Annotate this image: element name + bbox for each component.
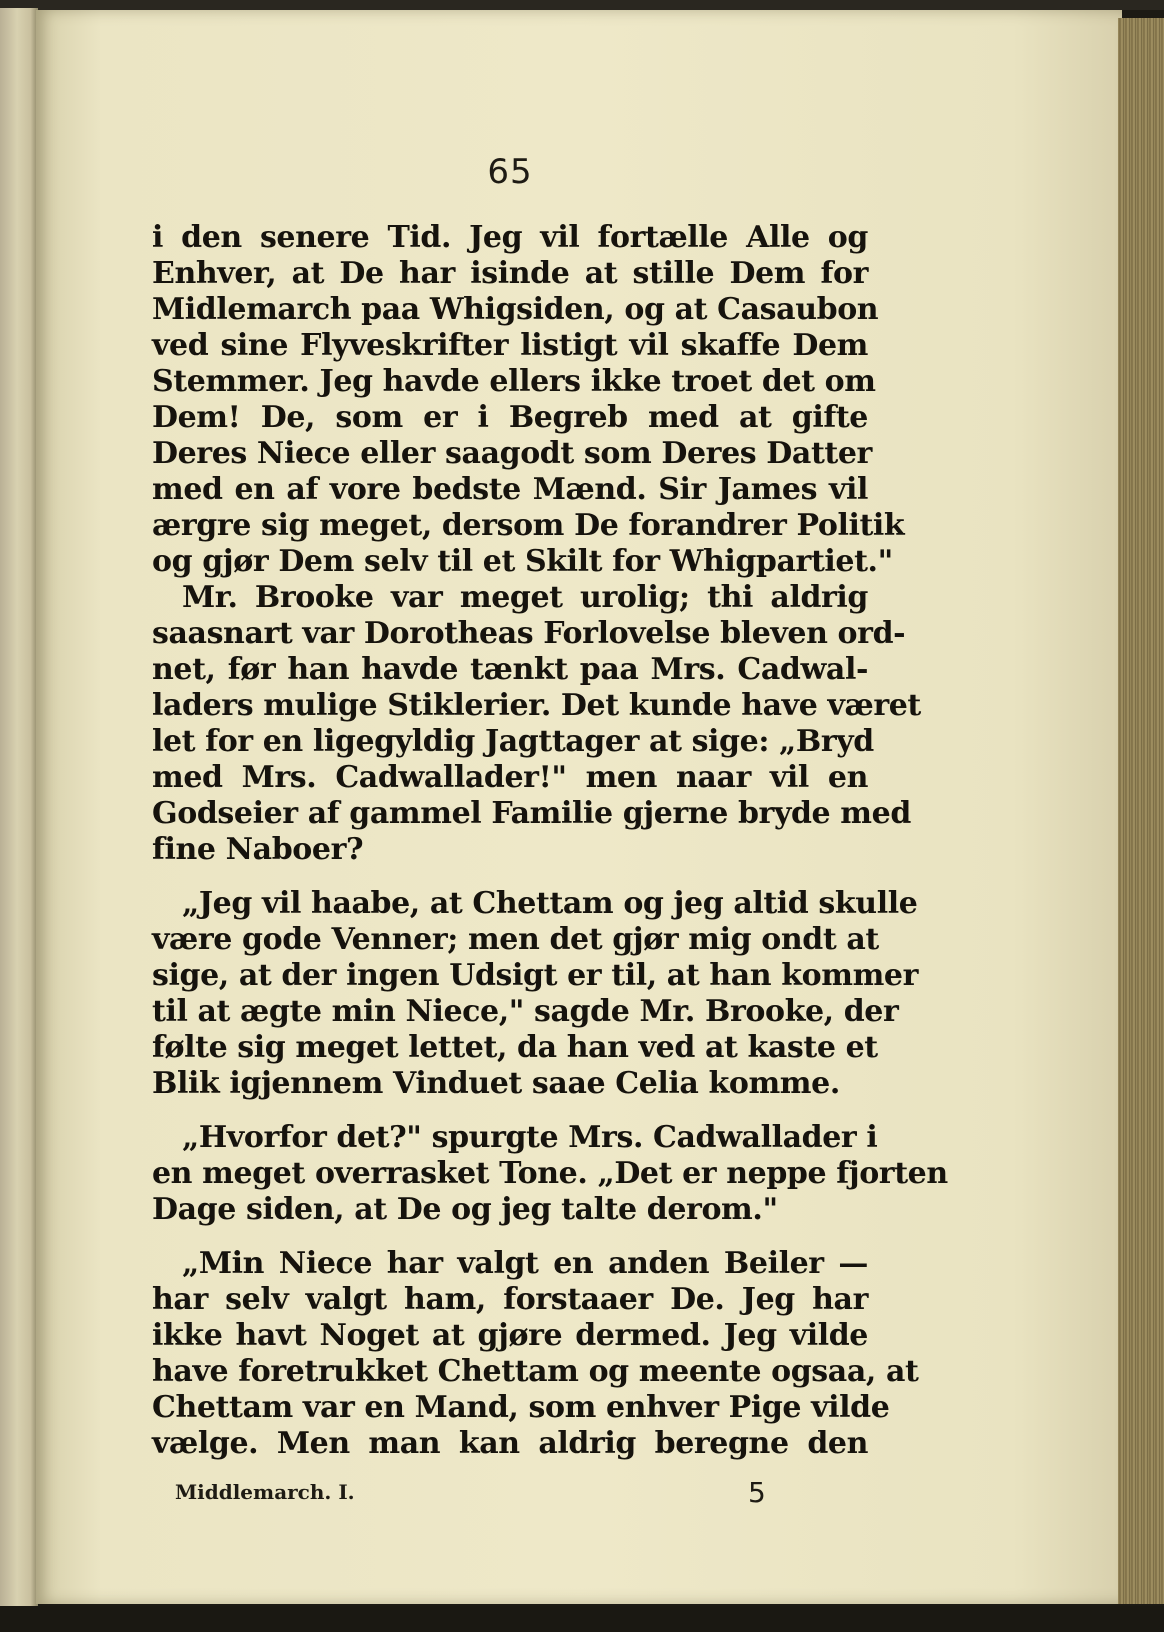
text-line: „Min Niece har valgt en anden Beiler — xyxy=(182,1246,868,1281)
text-line: have foretrukket Chettam og meente ogsaa, at xyxy=(152,1354,919,1389)
text-line: sige, at der ingen Udsigt er til, at han kommer xyxy=(152,958,919,993)
text-line: Godseier af gammel Familie gjerne bryde med xyxy=(152,796,911,831)
text-line: har selv valgt ham, forstaaer De. Jeg har xyxy=(152,1282,868,1317)
text-line: vælge. Men man kan aldrig beregne den xyxy=(152,1426,868,1461)
text-line: en meget overrasket Tone. „Det er neppe fjorten xyxy=(152,1156,948,1191)
text-line: Chettam var en Mand, som enhver Pige vilde xyxy=(152,1390,890,1425)
bottom-edge xyxy=(0,1606,1164,1632)
text-line: være gode Venner; men det gjør mig ondt at xyxy=(152,922,879,957)
text-line: „Hvorfor det?" spurgte Mrs. Cadwallader i xyxy=(182,1120,878,1155)
text-line: fine Naboer? xyxy=(152,832,364,867)
text-line: Deres Niece eller saagodt som Deres Datter xyxy=(152,436,872,471)
text-line: saasnart var Dorotheas Forlovelse bleven ord- xyxy=(152,616,906,651)
text-line: ikke havt Noget at gjøre dermed. Jeg vilde xyxy=(152,1318,868,1353)
text-line: med Mrs. Cadwallader!" men naar vil en xyxy=(152,760,868,795)
text-line: Blik igjennem Vinduet saae Celia komme. xyxy=(152,1066,840,1101)
text-line: net, før han havde tænkt paa Mrs. Cadwal- xyxy=(152,652,868,687)
text-line: følte sig meget lettet, da han ved at kaste et xyxy=(152,1030,878,1065)
text-line: ved sine Flyveskrifter listigt vil skaffe Dem xyxy=(152,328,868,363)
left-page-edge xyxy=(0,8,38,1612)
text-line: Midlemarch paa Whigsiden, og at Casaubon xyxy=(152,292,879,327)
page-block-edges xyxy=(1118,18,1164,1604)
signature-mark: 5 xyxy=(748,1476,766,1509)
text-line: Dem! De, som er i Begreb med at gifte xyxy=(152,400,868,435)
footer-book-title: Middlemarch. I. xyxy=(175,1480,355,1504)
text-line: med en af vore bedste Mænd. Sir James vil xyxy=(152,472,868,507)
top-edge xyxy=(0,0,1164,10)
text-line: „Jeg vil haabe, at Chettam og jeg altid skulle xyxy=(182,886,918,921)
page-number: 65 xyxy=(487,152,533,192)
text-line: til at ægte min Niece," sagde Mr. Brooke, der xyxy=(152,994,899,1029)
text-line: Enhver, at De har isinde at stille Dem for xyxy=(152,256,868,291)
text-line: laders mulige Stiklerier. Det kunde have været xyxy=(152,688,921,723)
text-line: Mr. Brooke var meget urolig; thi aldrig xyxy=(182,580,868,615)
text-line: let for en ligegyldig Jagttager at sige: „Bryd xyxy=(152,724,874,759)
text-line: i den senere Tid. Jeg vil fortælle Alle og xyxy=(152,220,868,255)
text-line: og gjør Dem selv til et Skilt for Whigpartiet." xyxy=(152,544,893,579)
text-line: ærgre sig meget, dersom De forandrer Politik xyxy=(152,508,905,543)
text-line: Dage siden, at De og jeg talte derom." xyxy=(152,1192,778,1227)
text-line: Stemmer. Jeg havde ellers ikke troet det om xyxy=(152,364,876,399)
